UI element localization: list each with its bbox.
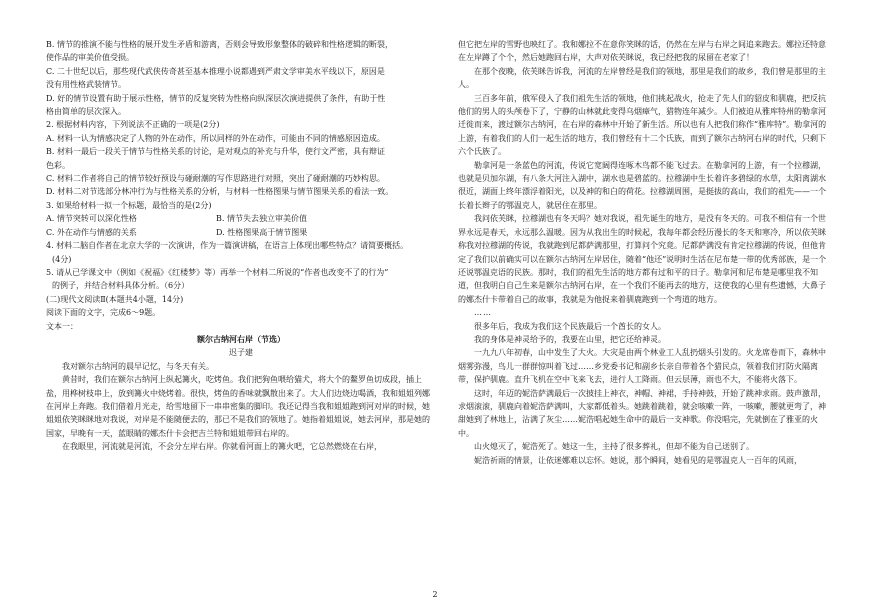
q3-option-d: D. 性格图果高于情节图果: [216, 227, 308, 237]
reading-instruction: 阅读下面的文字，完成6～9题。: [46, 308, 161, 318]
text-label: 文本一：: [46, 321, 78, 331]
q2-option-c: C. 材料二作者将自己的情节较好预设与碰耐潮的写作思路进行对照，突出了碰耐潮的巧妙构思。: [46, 174, 385, 184]
q2-option-b-line1: B. 材料一最后一段关于情节与性格关系的讨论，是对观点的补充与升华，使行文严密，具有辩证: [46, 147, 385, 157]
q3-option-b: B. 情节失去独立审美价值: [216, 214, 307, 224]
question-3: 3. 如果给材料一拟一个标题，最恰当的是(2分): [46, 200, 212, 210]
article-paragraph-9: 很多年后，我成为我们这个民族最后一个酋长的女人。: [474, 321, 666, 331]
article-paragraph-11: 一九九八年初春，山中发生了大火。大灾是由两个林业工人乱扔烟头引发的。火龙席卷而下，森林中烟雾弥漫，鸟儿一群群惊叫着飞过……乡党委书记和副乡长亲自带着各个猎民点，领着我们打防火隔离带，保护驯鹿。直升飞机在空中飞来飞去，进行人工降雨。但云层薄，雨也不大，不能将火落下。: [458, 348, 826, 385]
option-b-line2: 使作品的审美价值受损。: [46, 53, 134, 63]
article-author: 迟子建: [229, 348, 253, 358]
article-paragraph-5: 在那个夜晚，依芙眯告诉我，河流的左岸曾经是我们的领地，那里是我们的故乡，我们曾是那里的主人。: [458, 66, 826, 90]
article-title: 额尔古纳河右岸（节选）: [197, 333, 285, 344]
q3-option-a: A. 情节突转可以深化性格: [46, 214, 137, 224]
left-column: [46, 38, 436, 454]
article-paragraph-13: 山火熄灭了，妮浩死了。她这一生，主持了很多葬礼，但却不能为自己送别了。: [474, 442, 754, 452]
article-paragraph-3: 在我眼里，河流就是河流，不会分左岸右岸。你就看河面上的篝火吧，它总然燃烧在右岸，: [62, 442, 382, 452]
page-number: 2: [432, 590, 438, 599]
article-paragraph-6: 三百多年前，俄军侵入了我们祖先生活的领地，他们挑起战火，抢走了先人们的貂皮和驯鹿，把反抗他们的男人的头颅卷下了，宁静的山林就此变得乌烟瘴气，猎物连年减少。人们被迫从雅库特州的勒拿河迁徙而来，渡过额尔古纳河，在右岸的森林中开始了新生活。所以也有人把我们称作“雅库特”。勒拿河的上游，有着我们的人们一起生活的地方，我们曾经有十二个氏族，而到了额尔古纳河右岸的时代，只剩下六个氏族了。: [458, 93, 827, 157]
question-4-line2: (4分): [52, 254, 72, 264]
q2-option-d: D. 材料二对节选部分林冲行为与性格关系的分析，与材料一性格图果与情节图果关系的看法一致。: [46, 187, 394, 197]
question-2: 2. 根据材料内容，下列说法不正确的一项是(2分): [46, 120, 220, 130]
q3-option-c: C. 外在动作与情感的关系: [46, 227, 137, 237]
article-paragraph-2: 黄昔时，我们在额尔古纳河上纵起篝火，吃烤鱼。我们把狗鱼喂给猫犬，将大个的鳌罗鱼切成段，插上盐，用桦树枝串上，放到篝火中烧烤着。很快，烤鱼的香味就飘散出来了。大人们边烧边喝酒，我和姐姐列娜在河岸上奔跑。我们借着月光走，给雪地留下一串串密集的脚印。我还记得当我和姐姐跑到河对岸的时候，她姐姐依笑眯眯地对我说，对岸是不能随便去的，那已不是我们的领地了。她指着姐姐说，她去河岸，那是她的国家，早晚有一天，蓝眼睛的娜杰什卡会把吉兰特和姐姐带回右岸的。: [46, 375, 430, 438]
article-paragraph-8: 我问依芙眯，拉穆湖也有冬天吗？她对我说，祖先诞生的地方，是没有冬天的。可我不相信有一个世界永远是春天，永远那么温暖。因为从我出生的时候起，我每年都会经历漫长的冬天和寒冷，所以依芙眯称我对拉穆湖的传说，我就跑到尼都萨满那里，打算问个究竟。尼都萨满没有肯定拉穆湖的传说，但他肯定了我们以前确实可以在额尔古纳河左岸居住，随着“他还”说明时生活在尼布楚一带的优秀部族，是一个还说鄂温克语的民族。那时，我们的祖先生活的地方都有过和平的日子。勒拿河和尼布楚是哪里我不知道，但我明白自己生来是额尔古纳河右岸，在一个我们不能再去的地方，这使我的心里有些遗憾，大鼻子的娜杰什卡带着自己的故事，我就是为他捉来着驯鹿跑到一个弯道的地方。: [458, 214, 827, 304]
q2-option-a: A. 材料一认为情感决定了人物的外在动作，所以同样的外在动作，可能由不同的情感原因造成。: [46, 133, 385, 143]
question-5-line1: 5. 请从已学课文中（例如《祝福》《红楼梦》等）再举一个材料二所说的“作者也改变不了的行为”: [46, 267, 389, 277]
right-column: [458, 38, 830, 467]
article-paragraph-1: 我对额尔古纳河的晨早记忆，与冬天有关。: [62, 361, 214, 371]
ellipsis-break: ……: [474, 308, 492, 318]
option-c-line2: 没有用性格武装情节。: [46, 80, 126, 90]
article-paragraph-14: 妮浩祈雨的情景，让依迷娜难以忘怀。她说，那个瞬间，她看见的是鄂温克人一百年的风雨，: [474, 455, 802, 465]
option-d-line1: D. 好的情节设置有助于展示性格，情节的反复突转为性格向纵深层次演进提供了条件，有助于性: [46, 93, 386, 103]
article-paragraph-4: 但它把左岸的雪野也映红了。我和娜拉不在意你笑眯的话，仍然在左岸与右岸之间追来跑去。娜拉还特意在左岸蹲了个个，然后她跑回右岸，大声对依芙眯说，我已经把我的尿留在老家了！: [458, 40, 826, 63]
q3-options-row1: [46, 212, 436, 225]
question-5-line2: 的例子，并结合材料具体分析。（6分）: [52, 281, 190, 291]
question-4-line1: 4. 材料二脑自作者在北京大学的一次演讲，作为一篇演讲稿，在语言上体现出哪些特点？请简要概括。: [46, 241, 409, 251]
article-paragraph-7: 勒拿河是一条蓝色的河流，传说它宽阔得连啄木鸟都不能飞过去。在勒拿河的上游，有一个拉穆湖，也就是贝加尔湖，有八条大河注入湖中，湖水也是碧蓝的。拉穆湖中生长着许多碧绿的水草，太阳离湖水很近，湖面上终年漂浮着阳光，以及神的和白的荷花。拉穆湖周围，是挺拔的高山，我们的祖先——一个长着长辫子的鄂温克人，就居住在那里。: [458, 160, 826, 210]
q2-option-b-line2: 色彩。: [46, 160, 70, 170]
article-paragraph-12: 这时，年迈的妮浩萨满最后一次披挂上神衣，神帽、神裙，手持神鼓，开始了跳神求雨。鼓声激昂，求烟滚滚，驯鹿向着妮浩萨满叫，大家都低着头。她跳着跳着，就会咳嗽一阵，一咳嗽，腰就更弯了，神甜她到了林地上，沾满了灰尘……妮浩唱起她生命中的最后一支神歌。你没唱完，先就倒在了雅亚的火中。: [458, 388, 826, 438]
section-heading: (二)现代文阅读Ⅱ(本题共4小题，14分): [46, 294, 184, 304]
article-paragraph-10: 我的身体是神灵给予的，我要在山里，把它还给神灵。: [474, 334, 666, 344]
option-b-line1: B. 情节的推演不能与性格的展开发生矛盾和游离，否则会导致形象整体的破碎和性格逻辑的断裂，: [46, 40, 393, 49]
q3-options-row2: [46, 226, 436, 239]
option-c-line1: C. 二十世纪以后，那些现代武侠传奇甚至基本推理小说都遇到严肃文学审美水平线以下，原因是: [46, 66, 385, 76]
option-d-line2: 格由简单的层次深入。: [46, 107, 126, 117]
